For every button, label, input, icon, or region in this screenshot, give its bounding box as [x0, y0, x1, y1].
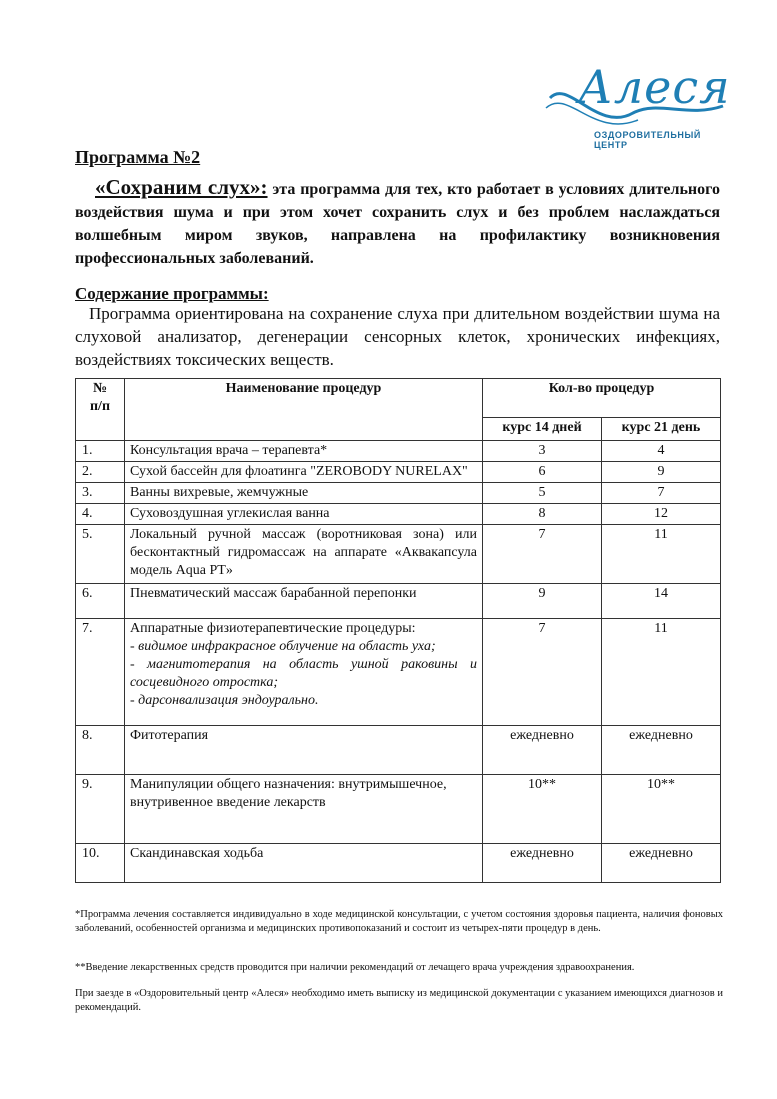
brand-logo: [538, 58, 731, 150]
logo-subtitle: ОЗДОРОВИТЕЛЬНЫЙ ЦЕНТР: [594, 130, 701, 150]
row-name: Манипуляции общего назначения: внутримышечное, внутривенное введение лекарств: [125, 775, 483, 844]
row-subitem: - магнитотерапия на область ушной раковины и сосцевидного отростка;: [130, 657, 477, 690]
row-course14: 6: [483, 462, 602, 483]
row-subitem: - видимое инфракрасное облучение на область уха;: [130, 639, 436, 654]
table-row: [76, 483, 721, 504]
row-name: Пневматический массаж барабанной перепонки: [125, 584, 483, 619]
footnote-medication: **Введение лекарственных средств проводится при наличии рекомендаций от лечащего врача учреждения здравоохранения.: [75, 962, 635, 973]
row-course14: 10**: [483, 775, 602, 844]
row-number: 3.: [76, 483, 125, 504]
table-row: [76, 844, 721, 883]
procedures-table: [75, 378, 721, 883]
program-number: Программа №2: [75, 147, 201, 167]
row-course21: ежедневно: [602, 726, 721, 775]
table-row: [76, 619, 721, 726]
row-number: 10.: [76, 844, 125, 883]
row-course14: 7: [483, 525, 602, 584]
table-row: [76, 462, 721, 483]
table-row: [76, 775, 721, 844]
col-header-number-line1: №: [92, 381, 108, 396]
row-course14: 9: [483, 584, 602, 619]
row-course21: 10**: [602, 775, 721, 844]
program-title: «Сохраним слух»:: [95, 175, 268, 199]
row-course21: 9: [602, 462, 721, 483]
row-course14: 8: [483, 504, 602, 525]
row-number: 7.: [76, 619, 125, 726]
footnote-arrival: При заезде в «Оздоровительный центр «Алеся» необходимо иметь выписку из медицинской документации с указанием имеющихся диагнозов и рекомендаций.: [75, 988, 723, 1013]
col-header-course14: курс 14 дней: [483, 418, 602, 441]
row-course21: 12: [602, 504, 721, 525]
row-course21: 11: [602, 525, 721, 584]
col-header-name: Наименование процедур: [125, 379, 483, 441]
row-course14: 7: [483, 619, 602, 726]
footnote-program: *Программа лечения составляется индивидуально в ходе медицинской консультации, с учетом состояния здоровья пациента, наличия фоновых заболеваний, особенностей организма и медицинских противопоказаний и состоит из четырех-пяти процедур в день.: [75, 909, 723, 934]
content-paragraph: Программа ориентирована на сохранение слуха при длительном воздействии шума на слуховой анализатор, дегенерации сенсорных клеток, хронических инфекциях, воздействиях токсических веществ.: [75, 304, 720, 369]
row-course21: 14: [602, 584, 721, 619]
logo-word: Алеся: [578, 60, 731, 114]
row-course14: 5: [483, 483, 602, 504]
row-number: 5.: [76, 525, 125, 584]
row-number: 1.: [76, 441, 125, 462]
program-intro: [75, 176, 720, 270]
table-header-row: [76, 379, 721, 418]
col-header-number-line2: п/п: [89, 399, 111, 414]
row-name-cell: [125, 619, 483, 726]
col-header-course21: курс 21 день: [602, 418, 721, 441]
table-row: [76, 584, 721, 619]
row-name: Суховоздушная углекислая ванна: [125, 504, 483, 525]
row-subitem: - дарсонвализация эндоурально.: [130, 693, 319, 708]
row-name: Ванны вихревые, жемчужные: [125, 483, 483, 504]
table-row: [76, 441, 721, 462]
row-course14: 3: [483, 441, 602, 462]
row-course21: ежедневно: [602, 844, 721, 883]
row-number: 4.: [76, 504, 125, 525]
table-row: [76, 525, 721, 584]
row-course21: 7: [602, 483, 721, 504]
row-number: 8.: [76, 726, 125, 775]
row-name: Скандинавская ходьба: [125, 844, 483, 883]
row-course21: 11: [602, 619, 721, 726]
row-name: Фитотерапия: [125, 726, 483, 775]
row-course21: 4: [602, 441, 721, 462]
content-heading: Содержание программы:: [75, 284, 269, 303]
row-course14: ежедневно: [483, 844, 602, 883]
program-description: эта программа для тех, кто работает в условиях длительного воздействия шума и при этом хочет сохранить слух и без проблем наслаждаться волшебным миром звуков, направлена на профилактику возникновения профессиональных заболеваний.: [75, 181, 721, 267]
row-name: Аппаратные физиотерапевтические процедуры:: [130, 621, 416, 636]
row-name: Сухой бассейн для флоатинга "ZEROBODY NURELAX": [125, 462, 483, 483]
col-header-number: [76, 379, 125, 441]
row-name: Консультация врача – терапевта*: [125, 441, 483, 462]
row-name: Локальный ручной массаж (воротниковая зона) или бесконтактный гидромассаж на аппарате «Аквакапсула модель Aqua PT»: [125, 525, 483, 584]
table-row: [76, 726, 721, 775]
row-number: 9.: [76, 775, 125, 844]
row-number: 2.: [76, 462, 125, 483]
row-course14: ежедневно: [483, 726, 602, 775]
row-number: 6.: [76, 584, 125, 619]
col-header-count: Кол-во процедур: [483, 379, 721, 418]
table-row: [76, 504, 721, 525]
